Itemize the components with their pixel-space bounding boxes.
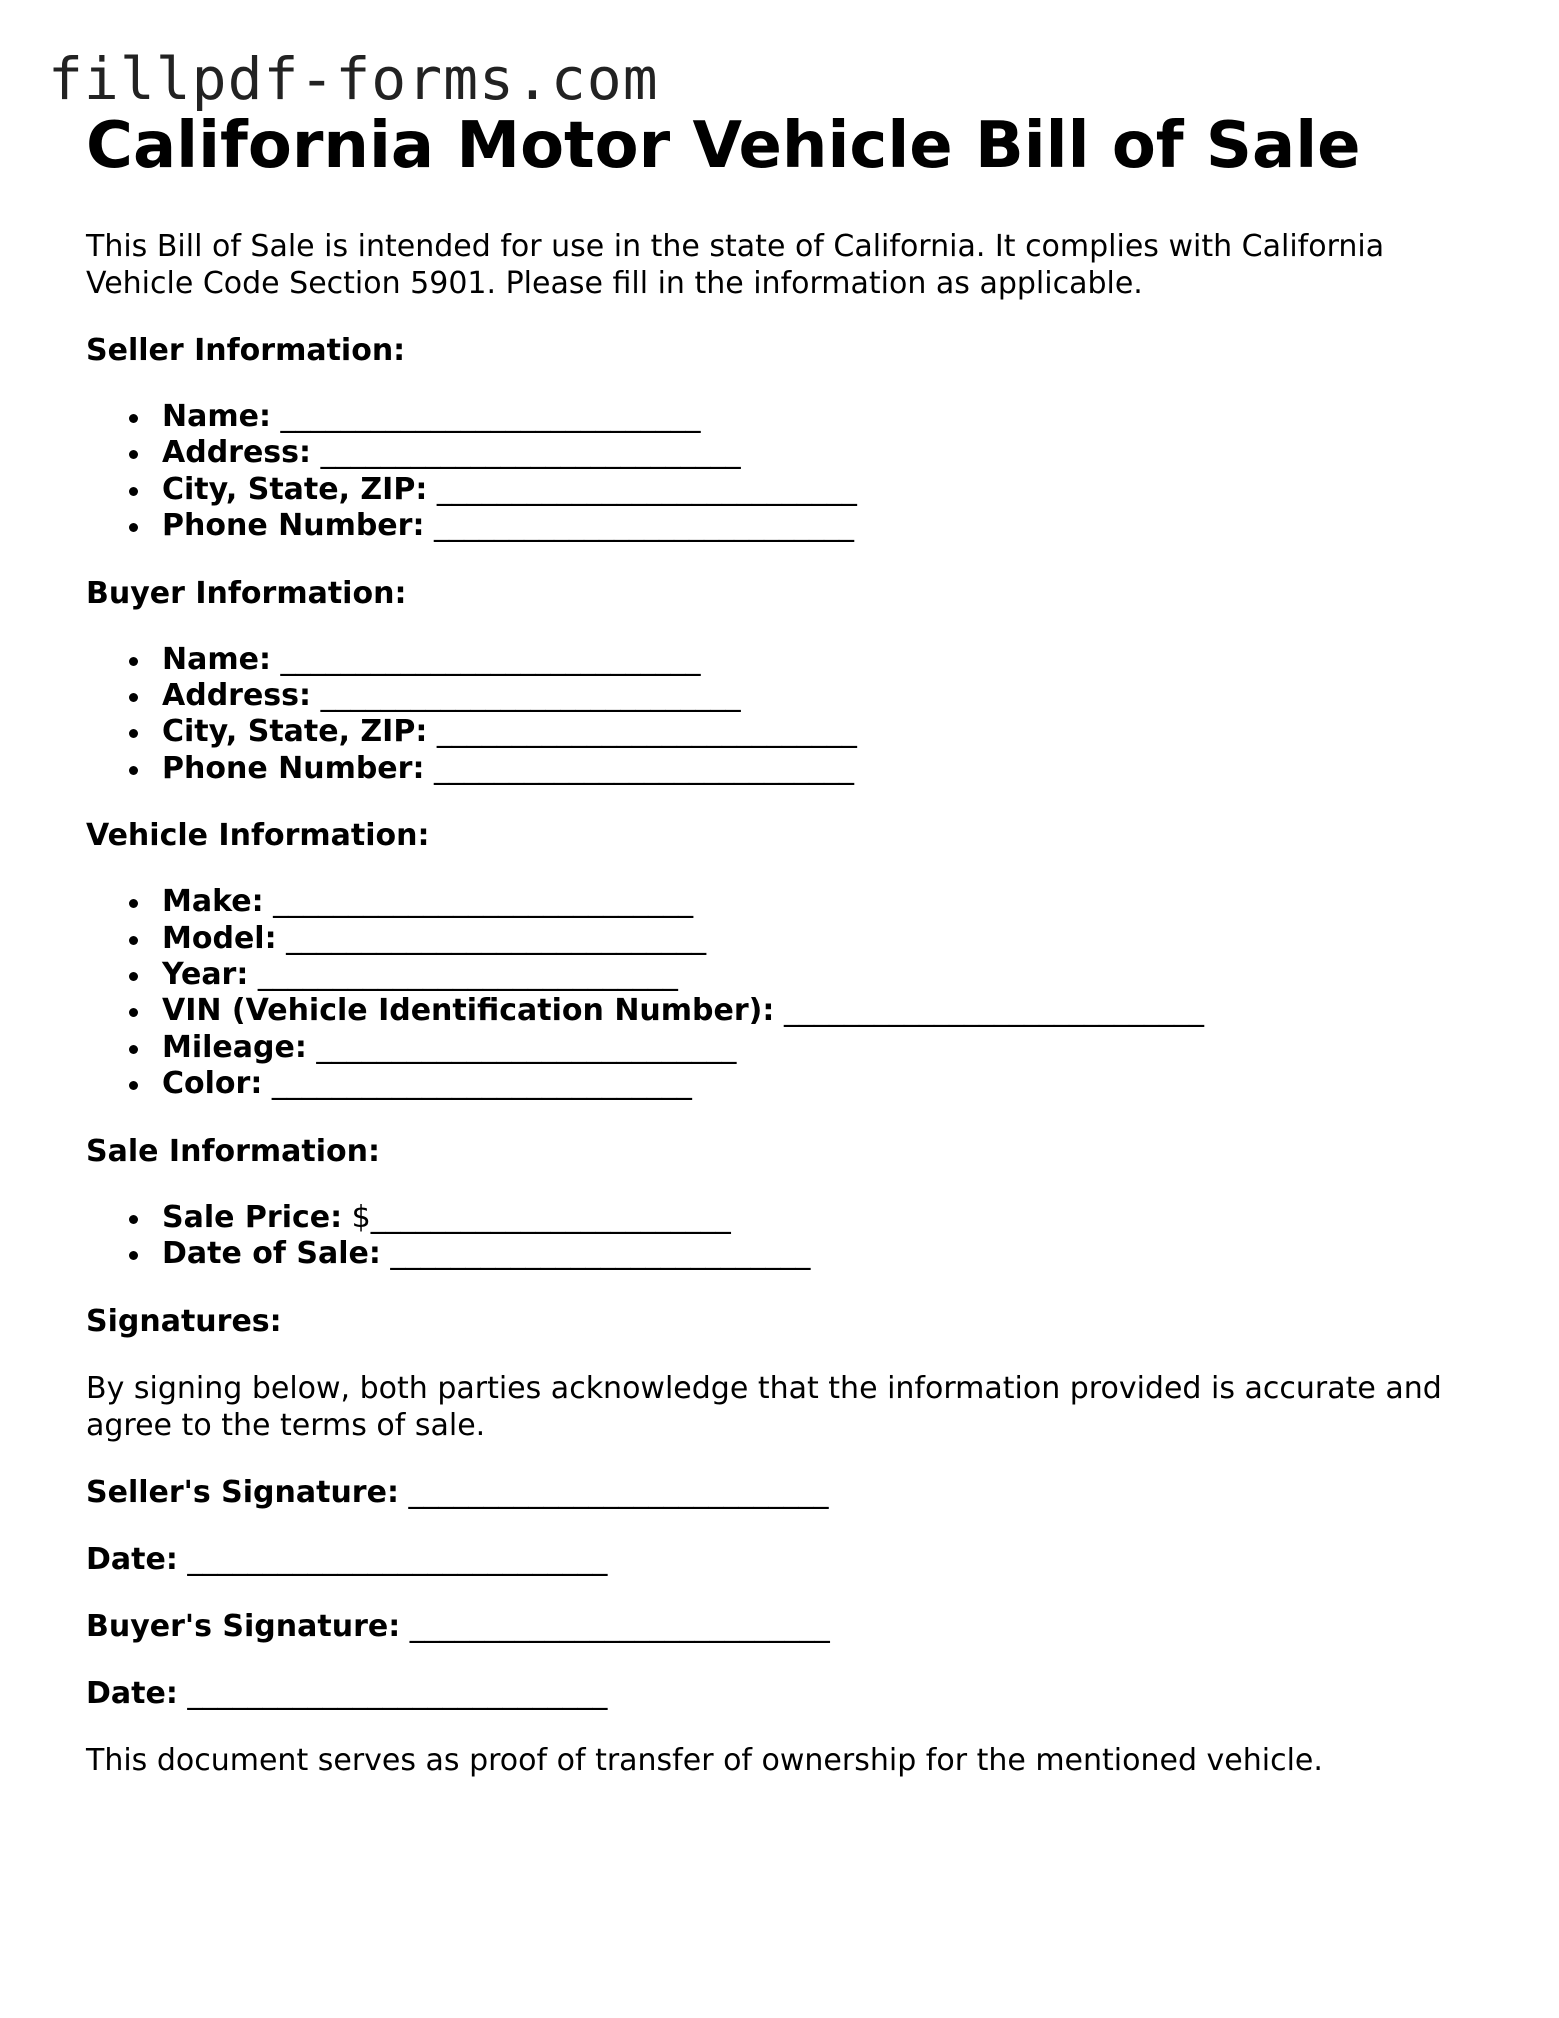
sale-section-heading: Sale Information:: [86, 1133, 380, 1169]
closing-statement: This document serves as proof of transfer of ownership for the mentioned vehicle.: [86, 1742, 1323, 1778]
document-title: California Motor Vehicle Bill of Sale: [86, 109, 1361, 183]
blank-line[interactable]: ____________________________: [409, 1608, 830, 1644]
sale-fields-list: [86, 1200, 1486, 1273]
blank-line[interactable]: ____________________________: [436, 714, 857, 750]
watermark-logo-text: fillpdf-forms.com: [48, 45, 659, 113]
field-label: Address:: [162, 435, 312, 471]
buyer-address-field[interactable]: [128, 678, 1486, 714]
blank-line[interactable]: ____________________________: [280, 641, 701, 677]
field-label: Name:: [162, 399, 271, 434]
blank-line[interactable]: $________________________: [351, 1199, 731, 1235]
seller-phone-field[interactable]: [128, 508, 1486, 544]
blank-line[interactable]: ____________________________: [434, 750, 854, 786]
blank-line[interactable]: ____________________________: [434, 508, 854, 544]
blank-line[interactable]: ____________________________: [408, 1474, 829, 1510]
document-page: [86, 106, 1486, 1779]
buyer-fields-list: [86, 642, 1486, 788]
seller-address-field[interactable]: [128, 435, 1486, 471]
vehicle-color-field[interactable]: [128, 1066, 1486, 1102]
field-label: Make:: [162, 884, 264, 920]
blank-line[interactable]: ____________________________: [187, 1541, 608, 1577]
field-label: Date of Sale:: [162, 1236, 381, 1272]
blank-line[interactable]: ____________________________: [273, 884, 694, 920]
blank-line[interactable]: ____________________________: [390, 1236, 811, 1272]
field-label: Name:: [162, 641, 271, 677]
blank-line[interactable]: ____________________________: [316, 1029, 737, 1065]
buyer-date-field[interactable]: [86, 1675, 1486, 1712]
blank-line[interactable]: ____________________________: [187, 1675, 608, 1711]
field-label: City, State, ZIP:: [162, 471, 428, 507]
field-label: Color:: [162, 1066, 263, 1102]
vehicle-year-field[interactable]: [128, 957, 1486, 993]
field-label: Seller's Signature:: [86, 1474, 399, 1510]
vehicle-vin-field[interactable]: [128, 993, 1486, 1029]
blank-line[interactable]: ____________________________: [257, 957, 678, 993]
signatures-section-heading: Signatures:: [86, 1303, 282, 1339]
seller-city-state-zip-field[interactable]: [128, 472, 1486, 508]
blank-line[interactable]: ____________________________: [436, 471, 857, 507]
sale-price-field[interactable]: [128, 1200, 1486, 1236]
field-label: Phone Number:: [162, 508, 425, 544]
seller-name-field[interactable]: [128, 399, 1486, 435]
blank-line[interactable]: ____________________________: [280, 399, 701, 434]
field-label: Model:: [162, 920, 277, 956]
blank-line[interactable]: ____________________________: [320, 435, 741, 471]
intro-paragraph: This Bill of Sale is intended for use in the state of California. It complies with California Vehicle Code Section 5901. Please fill in the information as applicable.: [86, 229, 1385, 301]
sale-date-field[interactable]: [128, 1236, 1486, 1272]
blank-line[interactable]: ____________________________: [286, 920, 707, 956]
field-label: Mileage:: [162, 1029, 307, 1065]
buyer-section-heading: Buyer Information:: [86, 575, 407, 611]
field-label: Buyer's Signature:: [86, 1608, 401, 1644]
field-label: Date:: [86, 1675, 178, 1711]
buyer-phone-field[interactable]: [128, 751, 1486, 787]
field-label: Phone Number:: [162, 750, 425, 786]
vehicle-section-heading: Vehicle Information:: [86, 818, 430, 854]
field-label: Year:: [162, 957, 249, 993]
field-label: City, State, ZIP:: [162, 714, 428, 750]
vehicle-fields-list: [86, 884, 1486, 1102]
seller-fields-list: [86, 399, 1486, 545]
buyer-signature-field[interactable]: [86, 1608, 1486, 1645]
vehicle-model-field[interactable]: [128, 921, 1486, 957]
seller-date-field[interactable]: [86, 1541, 1486, 1578]
blank-line[interactable]: ____________________________: [320, 678, 741, 714]
vehicle-mileage-field[interactable]: [128, 1030, 1486, 1066]
field-label: Date:: [86, 1541, 178, 1577]
vehicle-make-field[interactable]: [128, 884, 1486, 920]
blank-line[interactable]: ____________________________: [783, 993, 1204, 1029]
buyer-city-state-zip-field[interactable]: [128, 714, 1486, 750]
seller-section-heading: Seller Information:: [86, 333, 406, 368]
blank-line[interactable]: ____________________________: [271, 1066, 692, 1102]
seller-signature-field[interactable]: [86, 1474, 1486, 1511]
field-label: Address:: [162, 678, 312, 714]
buyer-name-field[interactable]: [128, 642, 1486, 678]
field-label: VIN (Vehicle Identification Number):: [162, 993, 775, 1029]
field-label: Sale Price:: [162, 1199, 343, 1235]
signatures-statement: By signing below, both parties acknowledge that the information provided is accurate and agree to the terms of sale.: [86, 1370, 1442, 1443]
